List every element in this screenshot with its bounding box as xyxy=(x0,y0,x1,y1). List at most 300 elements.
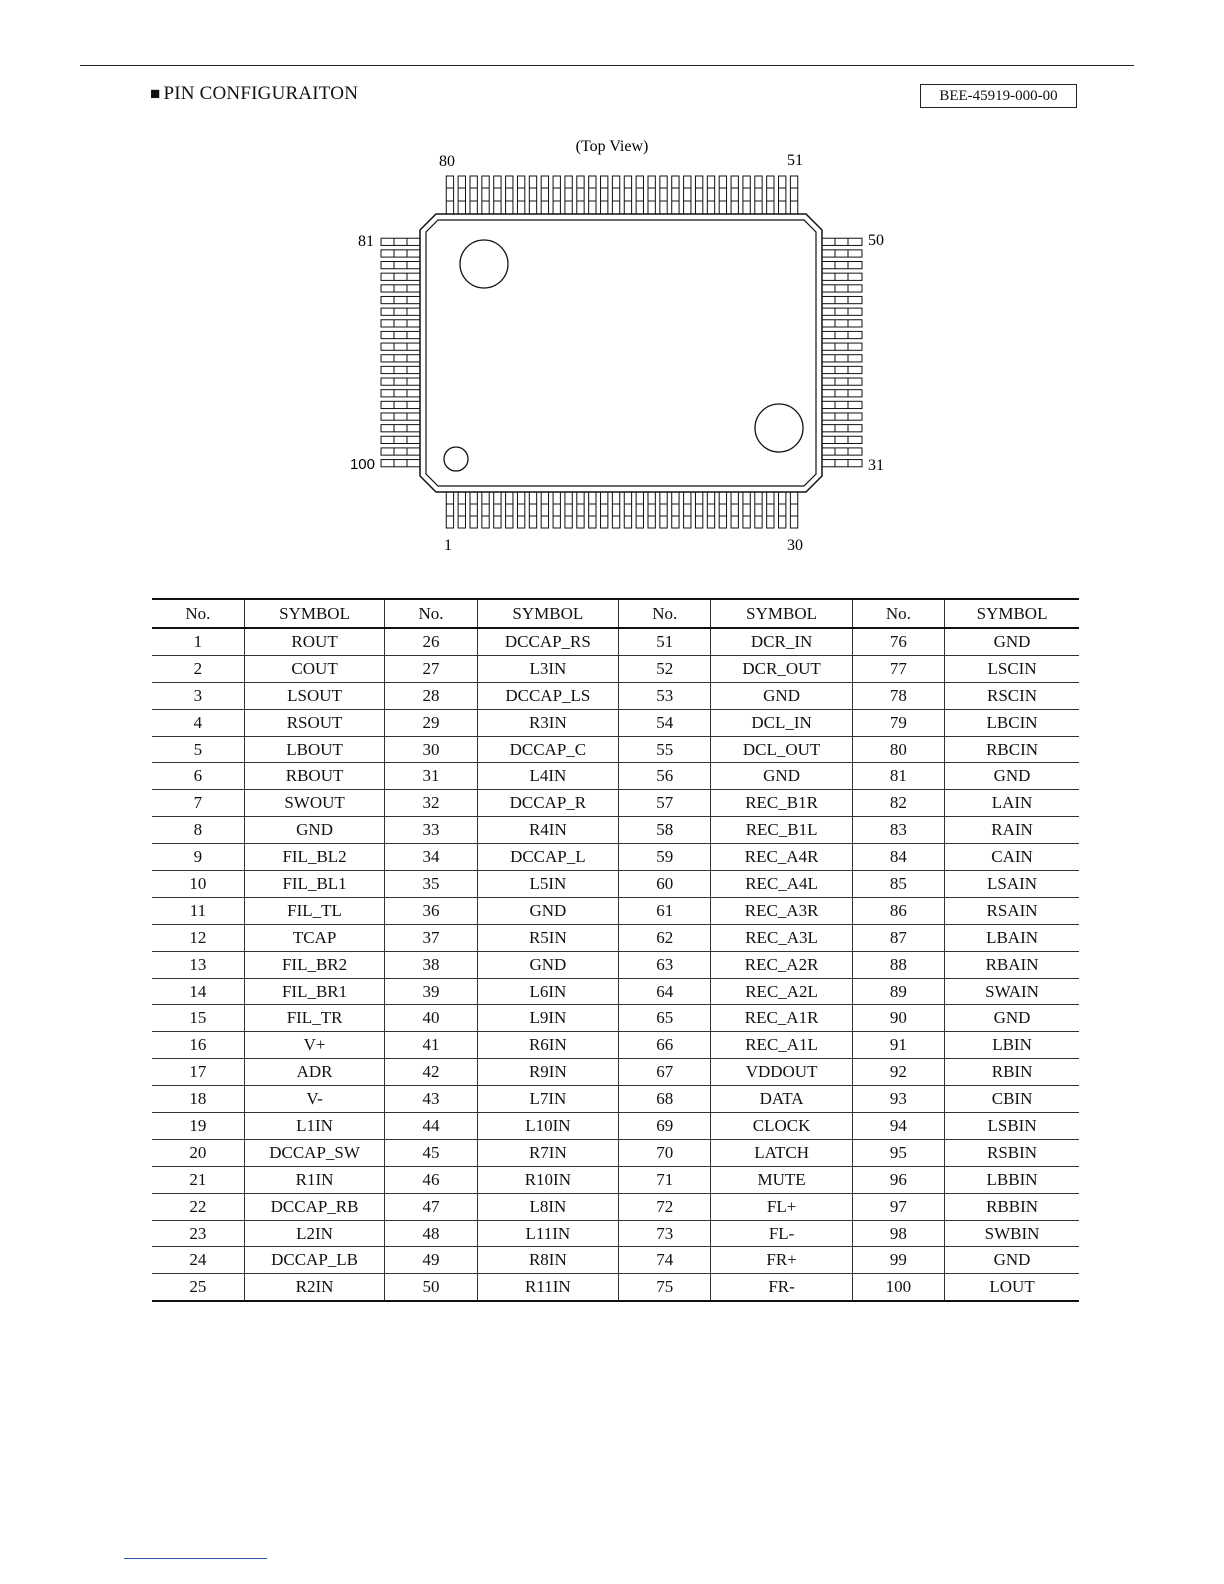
pin-lead xyxy=(541,176,548,214)
pin-lead xyxy=(529,176,536,214)
pins-top-row xyxy=(446,176,797,214)
pin-lead xyxy=(822,308,862,315)
pin-lead xyxy=(381,250,420,257)
pin-symbol-cell: L11IN xyxy=(477,1220,618,1247)
pin-symbol-cell: DCCAP_LS xyxy=(477,682,618,709)
pin-lead xyxy=(822,331,862,338)
pin-number-cell: 74 xyxy=(619,1247,711,1274)
pin-lead xyxy=(612,176,619,214)
pin-lead xyxy=(506,176,513,214)
pin-symbol-cell: R9IN xyxy=(477,1059,618,1086)
pin-symbol-cell: GND xyxy=(945,1005,1079,1032)
pin-lead xyxy=(446,492,453,528)
pin-number-cell: 62 xyxy=(619,924,711,951)
pin-symbol-cell: GND xyxy=(244,817,385,844)
pin-symbol-cell: L9IN xyxy=(477,1005,618,1032)
pin-symbol-cell: L10IN xyxy=(477,1113,618,1140)
pin-number-cell: 31 xyxy=(385,763,477,790)
pin-number-cell: 63 xyxy=(619,951,711,978)
pin-lead xyxy=(822,273,862,280)
pin-number-cell: 96 xyxy=(852,1166,944,1193)
pin-number-cell: 81 xyxy=(852,763,944,790)
header-symbol: SYMBOL xyxy=(945,599,1079,628)
pin-lead xyxy=(601,176,608,214)
pin-lead xyxy=(660,176,667,214)
table-row xyxy=(152,978,1079,1005)
pin-label-81: 81 xyxy=(358,233,374,250)
table-row xyxy=(152,817,1079,844)
pin-number-cell: 87 xyxy=(852,924,944,951)
pin-number-cell: 35 xyxy=(385,871,477,898)
pin-number-cell: 1 xyxy=(152,628,244,655)
pin-number-cell: 73 xyxy=(619,1220,711,1247)
pin-symbol-cell: R2IN xyxy=(244,1274,385,1301)
pin-number-cell: 51 xyxy=(619,628,711,655)
pin-symbol-cell: LSBIN xyxy=(945,1113,1079,1140)
pin-symbol-cell: DCCAP_L xyxy=(477,844,618,871)
pin-table-header-row xyxy=(152,599,1079,628)
pin-lead xyxy=(767,492,774,528)
table-row xyxy=(152,844,1079,871)
pin-number-cell: 65 xyxy=(619,1005,711,1032)
pin-lead xyxy=(636,176,643,214)
pin-symbol-cell: LBCIN xyxy=(945,709,1079,736)
pin-symbol-cell: L1IN xyxy=(244,1113,385,1140)
pin-number-cell: 85 xyxy=(852,871,944,898)
pin-symbol-cell: FIL_TL xyxy=(244,897,385,924)
pin-lead xyxy=(517,492,524,528)
pin-number-cell: 33 xyxy=(385,817,477,844)
pin-number-cell: 26 xyxy=(385,628,477,655)
pin-symbol-cell: RBBIN xyxy=(945,1193,1079,1220)
pin-number-cell: 28 xyxy=(385,682,477,709)
pin-symbol-cell: FL- xyxy=(711,1220,852,1247)
pin-symbol-cell: REC_A4L xyxy=(711,871,852,898)
pin-number-cell: 100 xyxy=(852,1274,944,1301)
pin-number-cell: 79 xyxy=(852,709,944,736)
pin-lead xyxy=(494,492,501,528)
pin-number-cell: 58 xyxy=(619,817,711,844)
pin-lead xyxy=(381,285,420,292)
header-symbol: SYMBOL xyxy=(244,599,385,628)
pin-symbol-cell: RAIN xyxy=(945,817,1079,844)
pin-number-cell: 8 xyxy=(152,817,244,844)
header-no: No. xyxy=(619,599,711,628)
square-bullet-icon: ■ xyxy=(150,84,161,103)
pin-number-cell: 99 xyxy=(852,1247,944,1274)
pin-number-cell: 19 xyxy=(152,1113,244,1140)
pin-number-cell: 12 xyxy=(152,924,244,951)
pin-symbol-cell: RBCIN xyxy=(945,736,1079,763)
pin-number-cell: 22 xyxy=(152,1193,244,1220)
pin-number-cell: 17 xyxy=(152,1059,244,1086)
pin-symbol-cell: ADR xyxy=(244,1059,385,1086)
table-row xyxy=(152,1247,1079,1274)
pin-number-cell: 84 xyxy=(852,844,944,871)
pin-number-cell: 61 xyxy=(619,897,711,924)
pin-symbol-cell: VDDOUT xyxy=(711,1059,852,1086)
pin-symbol-cell: LBBIN xyxy=(945,1166,1079,1193)
pin-number-cell: 46 xyxy=(385,1166,477,1193)
pin-lead xyxy=(822,378,862,385)
pin-symbol-cell: FIL_BR1 xyxy=(244,978,385,1005)
pin-symbol-cell: LBOUT xyxy=(244,736,385,763)
pin-lead xyxy=(381,262,420,269)
pin-number-cell: 59 xyxy=(619,844,711,871)
table-row xyxy=(152,951,1079,978)
table-row xyxy=(152,709,1079,736)
pin-symbol-cell: R7IN xyxy=(477,1139,618,1166)
section-title-text: PIN CONFIGURAITON xyxy=(163,83,359,104)
pin-lead xyxy=(822,460,862,467)
pin-number-cell: 23 xyxy=(152,1220,244,1247)
pin-lead xyxy=(684,176,691,214)
pin-lead xyxy=(707,176,714,214)
table-row xyxy=(152,1032,1079,1059)
pin-lead xyxy=(381,273,420,280)
pin-number-cell: 56 xyxy=(619,763,711,790)
pin-lead xyxy=(381,378,420,385)
pin-table xyxy=(152,598,1079,1302)
pin-number-cell: 54 xyxy=(619,709,711,736)
pin-symbol-cell: DCL_IN xyxy=(711,709,852,736)
pin-number-cell: 16 xyxy=(152,1032,244,1059)
pin-lead xyxy=(446,176,453,214)
pin-lead xyxy=(755,176,762,214)
pin-number-cell: 13 xyxy=(152,951,244,978)
pin-symbol-cell: GND xyxy=(945,1247,1079,1274)
pin-number-cell: 80 xyxy=(852,736,944,763)
pin-symbol-cell: DCCAP_LB xyxy=(244,1247,385,1274)
pins-right-column xyxy=(822,238,862,467)
pin-lead xyxy=(506,492,513,528)
pin-lead xyxy=(672,492,679,528)
pin-symbol-cell: DCCAP_R xyxy=(477,790,618,817)
table-row xyxy=(152,736,1079,763)
table-row xyxy=(152,924,1079,951)
pin-symbol-cell: L7IN xyxy=(477,1086,618,1113)
pin-symbol-cell: RBOUT xyxy=(244,763,385,790)
pin-number-cell: 68 xyxy=(619,1086,711,1113)
pin-lead xyxy=(482,176,489,214)
pin-symbol-cell: L5IN xyxy=(477,871,618,898)
pin-lead xyxy=(381,343,420,350)
pin-lead xyxy=(779,492,786,528)
pin-symbol-cell: REC_A3R xyxy=(711,897,852,924)
pin-lead xyxy=(381,390,420,397)
pin-number-cell: 83 xyxy=(852,817,944,844)
pin-lead xyxy=(577,492,584,528)
pin-symbol-cell: RSCIN xyxy=(945,682,1079,709)
pin-symbol-cell: V- xyxy=(244,1086,385,1113)
pins-bottom-row xyxy=(446,492,797,528)
pin-lead xyxy=(790,176,797,214)
pin-symbol-cell: LSOUT xyxy=(244,682,385,709)
pin-symbol-cell: FR+ xyxy=(711,1247,852,1274)
pin-number-cell: 41 xyxy=(385,1032,477,1059)
pin-number-cell: 37 xyxy=(385,924,477,951)
pin-lead xyxy=(822,355,862,362)
table-row xyxy=(152,655,1079,682)
document-code-box: BEE-45919-000-00 xyxy=(920,84,1077,108)
pin-symbol-cell: REC_A1L xyxy=(711,1032,852,1059)
pin-lead xyxy=(767,176,774,214)
pin-symbol-cell: L4IN xyxy=(477,763,618,790)
pin-number-cell: 86 xyxy=(852,897,944,924)
pin-symbol-cell: GND xyxy=(945,628,1079,655)
pin-label-80: 80 xyxy=(439,153,455,170)
chip-body-outline xyxy=(420,214,822,492)
pin-number-cell: 55 xyxy=(619,736,711,763)
pin-number-cell: 20 xyxy=(152,1139,244,1166)
pin-number-cell: 5 xyxy=(152,736,244,763)
pin-symbol-cell: R11IN xyxy=(477,1274,618,1301)
chip-pin-diagram xyxy=(0,0,1224,580)
pin-number-cell: 48 xyxy=(385,1220,477,1247)
pin-lead xyxy=(672,176,679,214)
pin-lead xyxy=(822,448,862,455)
pin-label-100: 100 xyxy=(349,456,375,473)
pin-number-cell: 53 xyxy=(619,682,711,709)
pin-number-cell: 27 xyxy=(385,655,477,682)
header-no: No. xyxy=(852,599,944,628)
pin-symbol-cell: REC_B1R xyxy=(711,790,852,817)
pin-symbol-cell: L2IN xyxy=(244,1220,385,1247)
header-no: No. xyxy=(385,599,477,628)
table-row xyxy=(152,897,1079,924)
pin-symbol-cell: GND xyxy=(945,763,1079,790)
pin-number-cell: 7 xyxy=(152,790,244,817)
pin-symbol-cell: CBIN xyxy=(945,1086,1079,1113)
table-row xyxy=(152,871,1079,898)
pin-lead xyxy=(541,492,548,528)
pin-number-cell: 78 xyxy=(852,682,944,709)
pin-number-cell: 44 xyxy=(385,1113,477,1140)
pin-number-cell: 11 xyxy=(152,897,244,924)
pin-symbol-cell: LSAIN xyxy=(945,871,1079,898)
pin-symbol-cell: CLOCK xyxy=(711,1113,852,1140)
table-row xyxy=(152,1059,1079,1086)
pin-lead xyxy=(695,492,702,528)
pin-lead xyxy=(822,296,862,303)
pin-lead xyxy=(822,238,862,245)
pin-symbol-cell: REC_A4R xyxy=(711,844,852,871)
pin-lead xyxy=(612,492,619,528)
pin-lead xyxy=(624,176,631,214)
footer-link-underline xyxy=(124,1558,267,1559)
pin-lead xyxy=(458,176,465,214)
pin-lead xyxy=(381,401,420,408)
pin-lead xyxy=(822,413,862,420)
pin-number-cell: 14 xyxy=(152,978,244,1005)
pin-number-cell: 72 xyxy=(619,1193,711,1220)
pin-number-cell: 92 xyxy=(852,1059,944,1086)
pin-number-cell: 10 xyxy=(152,871,244,898)
pin-lead xyxy=(494,176,501,214)
pin-number-cell: 93 xyxy=(852,1086,944,1113)
pin-lead xyxy=(719,176,726,214)
pin-symbol-cell: SWOUT xyxy=(244,790,385,817)
pin-symbol-cell: FIL_BR2 xyxy=(244,951,385,978)
pin-lead xyxy=(731,492,738,528)
pin-lead xyxy=(648,492,655,528)
pin-lead xyxy=(381,355,420,362)
pin-lead xyxy=(482,492,489,528)
pin-lead xyxy=(381,238,420,245)
table-row xyxy=(152,628,1079,655)
pin-lead xyxy=(601,492,608,528)
pin-number-cell: 24 xyxy=(152,1247,244,1274)
pin-number-cell: 90 xyxy=(852,1005,944,1032)
pin-lead xyxy=(565,176,572,214)
pin-symbol-cell: DCR_IN xyxy=(711,628,852,655)
pin-number-cell: 42 xyxy=(385,1059,477,1086)
pin-number-cell: 94 xyxy=(852,1113,944,1140)
pin-symbol-cell: REC_B1L xyxy=(711,817,852,844)
pin-lead xyxy=(636,492,643,528)
pin-number-cell: 6 xyxy=(152,763,244,790)
pin-symbol-cell: CAIN xyxy=(945,844,1079,871)
pin-number-cell: 3 xyxy=(152,682,244,709)
pin-number-cell: 95 xyxy=(852,1139,944,1166)
pin-number-cell: 67 xyxy=(619,1059,711,1086)
pin-number-cell: 34 xyxy=(385,844,477,871)
pin-number-cell: 76 xyxy=(852,628,944,655)
header-no: No. xyxy=(152,599,244,628)
pin-symbol-cell: DCCAP_RB xyxy=(244,1193,385,1220)
table-row xyxy=(152,1086,1079,1113)
pin-symbol-cell: TCAP xyxy=(244,924,385,951)
pin-lead xyxy=(381,413,420,420)
pin-number-cell: 75 xyxy=(619,1274,711,1301)
pin-symbol-cell: L6IN xyxy=(477,978,618,1005)
table-row xyxy=(152,1220,1079,1247)
pin-symbol-cell: R8IN xyxy=(477,1247,618,1274)
pin-lead xyxy=(822,401,862,408)
pin-number-cell: 32 xyxy=(385,790,477,817)
pin-number-cell: 15 xyxy=(152,1005,244,1032)
pin-symbol-cell: DATA xyxy=(711,1086,852,1113)
pin-lead xyxy=(529,492,536,528)
pin-symbol-cell: FR- xyxy=(711,1274,852,1301)
pin-lead xyxy=(648,176,655,214)
pin-symbol-cell: REC_A1R xyxy=(711,1005,852,1032)
pin-symbol-cell: DCCAP_SW xyxy=(244,1139,385,1166)
pin-symbol-cell: L8IN xyxy=(477,1193,618,1220)
pin-table-body xyxy=(152,628,1079,1301)
pin-lead xyxy=(553,492,560,528)
table-row xyxy=(152,1166,1079,1193)
top-view-label: (Top View) xyxy=(575,138,649,155)
pin-lead xyxy=(589,176,596,214)
pin-symbol-cell: L3IN xyxy=(477,655,618,682)
pin-number-cell: 49 xyxy=(385,1247,477,1274)
pin-symbol-cell: ROUT xyxy=(244,628,385,655)
pin-lead xyxy=(381,331,420,338)
pin-lead xyxy=(381,308,420,315)
pin-number-cell: 21 xyxy=(152,1166,244,1193)
pin-number-cell: 91 xyxy=(852,1032,944,1059)
pin-number-cell: 97 xyxy=(852,1193,944,1220)
pin-number-cell: 30 xyxy=(385,736,477,763)
pin-number-cell: 40 xyxy=(385,1005,477,1032)
pin-symbol-cell: FIL_BL2 xyxy=(244,844,385,871)
pin-number-cell: 38 xyxy=(385,951,477,978)
pin-number-cell: 71 xyxy=(619,1166,711,1193)
pin-lead xyxy=(822,262,862,269)
table-row xyxy=(152,1274,1079,1301)
pin-lead xyxy=(707,492,714,528)
pin-symbol-cell: COUT xyxy=(244,655,385,682)
pin-symbol-cell: RSOUT xyxy=(244,709,385,736)
pin-symbol-cell: GND xyxy=(477,897,618,924)
pin-symbol-cell: RBIN xyxy=(945,1059,1079,1086)
table-row xyxy=(152,1113,1079,1140)
pin-symbol-cell: FL+ xyxy=(711,1193,852,1220)
pin-lead xyxy=(790,492,797,528)
pin-lead xyxy=(822,320,862,327)
pin-symbol-cell: LOUT xyxy=(945,1274,1079,1301)
pin-symbol-cell: R1IN xyxy=(244,1166,385,1193)
pin-number-cell: 98 xyxy=(852,1220,944,1247)
pin-symbol-cell: LATCH xyxy=(711,1139,852,1166)
pin-symbol-cell: DCCAP_RS xyxy=(477,628,618,655)
pin-lead xyxy=(822,250,862,257)
pin-lead xyxy=(381,320,420,327)
pin-number-cell: 39 xyxy=(385,978,477,1005)
pin-lead xyxy=(565,492,572,528)
pin-symbol-cell: LAIN xyxy=(945,790,1079,817)
table-row xyxy=(152,1005,1079,1032)
pin-lead xyxy=(731,176,738,214)
header-symbol: SYMBOL xyxy=(477,599,618,628)
pin-number-cell: 69 xyxy=(619,1113,711,1140)
pin-symbol-cell: DCR_OUT xyxy=(711,655,852,682)
pin-symbol-cell: GND xyxy=(711,682,852,709)
pin-lead xyxy=(743,492,750,528)
pin-number-cell: 60 xyxy=(619,871,711,898)
pin-number-cell: 47 xyxy=(385,1193,477,1220)
pin-lead xyxy=(381,425,420,432)
pin-symbol-cell: RSAIN xyxy=(945,897,1079,924)
pin-lead xyxy=(517,176,524,214)
pins-left-column xyxy=(381,238,420,467)
pin-lead xyxy=(695,176,702,214)
pin-symbol-cell: SWBIN xyxy=(945,1220,1079,1247)
pin-symbol-cell: DCCAP_C xyxy=(477,736,618,763)
pin-label-30: 30 xyxy=(787,537,803,554)
table-row xyxy=(152,763,1079,790)
pin-symbol-cell: GND xyxy=(477,951,618,978)
pin-label-1: 1 xyxy=(444,537,452,554)
pin-symbol-cell: FIL_BL1 xyxy=(244,871,385,898)
pin-symbol-cell: REC_A2L xyxy=(711,978,852,1005)
pin-lead xyxy=(553,176,560,214)
pin-lead xyxy=(381,366,420,373)
pin-lead xyxy=(779,176,786,214)
pin-symbol-cell: LSCIN xyxy=(945,655,1079,682)
pin-symbol-cell: V+ xyxy=(244,1032,385,1059)
pin-lead xyxy=(684,492,691,528)
pin-lead xyxy=(822,285,862,292)
pin-symbol-cell: R3IN xyxy=(477,709,618,736)
pin-lead xyxy=(470,176,477,214)
pin-number-cell: 89 xyxy=(852,978,944,1005)
pin-label-50: 50 xyxy=(868,232,884,249)
pin-lead xyxy=(719,492,726,528)
pin-number-cell: 36 xyxy=(385,897,477,924)
pin-lead xyxy=(660,492,667,528)
